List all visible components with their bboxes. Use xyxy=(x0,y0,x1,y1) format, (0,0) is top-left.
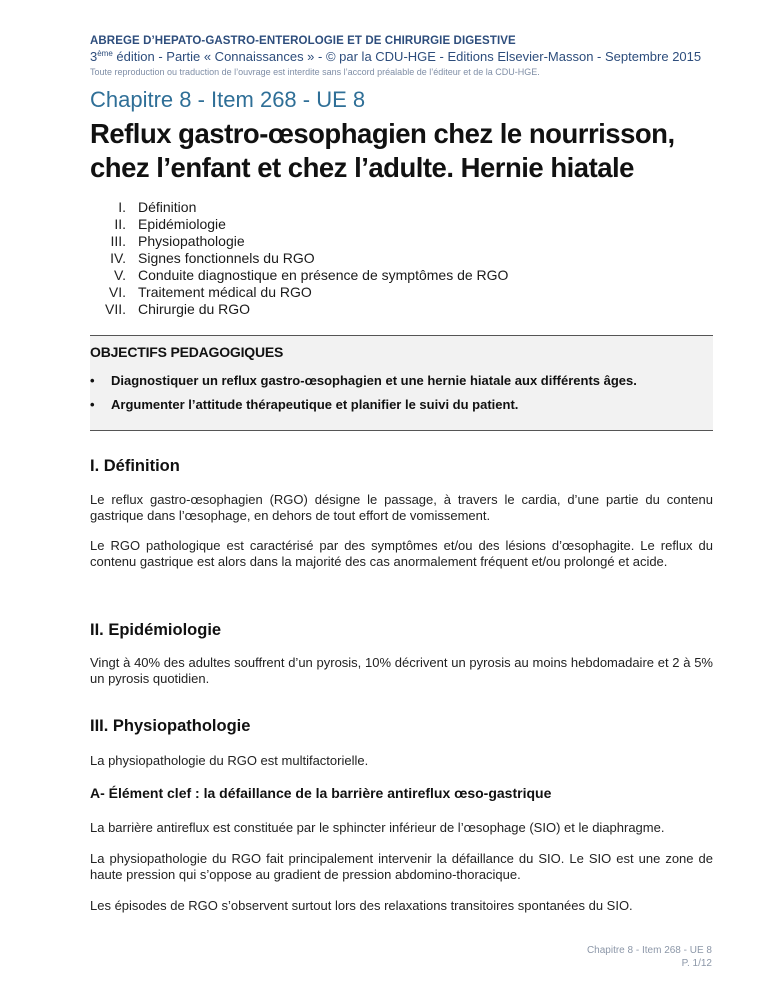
toc-number: IV. xyxy=(110,250,126,266)
toc-number: III. xyxy=(110,233,126,249)
chapter-heading: Chapitre 8 - Item 268 - UE 8 xyxy=(90,87,366,112)
toc-item xyxy=(90,199,508,216)
subsection-heading: A- Élément clef : la défaillance de la barrière antireflux œso-gastrique xyxy=(90,785,552,801)
toc-label: Epidémiologie xyxy=(138,216,226,232)
paragraph: Vingt à 40% des adultes souffrent d’un pyrosis, 10% décrivent un pyrosis au moins hebdomadaire et 2 à 5% un pyrosis quotidien. xyxy=(90,655,713,686)
objectives-box xyxy=(90,335,713,431)
toc-item xyxy=(90,301,508,318)
edition-superscript: ème xyxy=(97,49,113,58)
title-line-2: chez l’enfant et chez l’adulte. Hernie hiatale xyxy=(90,152,634,183)
toc-item xyxy=(90,250,508,267)
toc-item xyxy=(90,284,508,301)
copyright-notice: Toute reproduction ou traduction de l’ouvrage est interdite sans l’accord préalable de l’éditeur et de la CDU-HGE. xyxy=(90,67,540,77)
paragraph: Les épisodes de RGO s’observent surtout lors des relaxations transitoires spontanées du SIO. xyxy=(90,898,633,913)
toc-label: Signes fonctionnels du RGO xyxy=(138,250,315,266)
toc-item xyxy=(90,233,508,250)
section-heading-physiopathology: III. Physiopathologie xyxy=(90,717,251,735)
book-title-header: ABREGE D’HEPATO-GASTRO-ENTEROLOGIE ET DE CHIRURGIE DIGESTIVE xyxy=(90,35,516,47)
table-of-contents xyxy=(90,199,508,318)
toc-item xyxy=(90,267,508,284)
objectives-title: OBJECTIFS PEDAGOGIQUES xyxy=(90,344,284,360)
toc-label: Traitement médical du RGO xyxy=(138,284,312,300)
paragraph: La barrière antireflux est constituée par le sphincter inférieur de l’œsophage (SIO) et le diaphragme. xyxy=(90,820,665,835)
toc-label: Conduite diagnostique en présence de symptômes de RGO xyxy=(138,267,509,283)
toc-number: V. xyxy=(114,267,126,283)
objective-text: Argumenter l’attitude thérapeutique et planifier le suivi du patient. xyxy=(111,397,519,412)
page-number: P. 1/12 xyxy=(681,958,712,969)
paragraph: Le reflux gastro-œsophagien (RGO) désigne le passage, à travers le cardia, d’une partie du contenu gastrique dans l’œsophage, en dehors de tout effort de vomissement. xyxy=(90,492,713,523)
title-line-1: Reflux gastro-œsophagien chez le nourrisson, xyxy=(90,118,675,149)
section-heading-definition: I. Définition xyxy=(90,457,180,475)
bullet-icon: • xyxy=(90,397,95,412)
toc-number: I. xyxy=(118,199,126,215)
edition-number: 3 xyxy=(90,49,98,64)
section-heading-epidemiology: II. Epidémiologie xyxy=(90,621,222,639)
objective-text: Diagnostiquer un reflux gastro-œsophagien et une hernie hiatale aux différents âges. xyxy=(111,373,637,388)
objective-item xyxy=(90,397,637,421)
toc-label: Définition xyxy=(138,199,197,215)
bullet-icon: • xyxy=(90,373,95,388)
paragraph: Le RGO pathologique est caractérisé par des symptômes et/ou des lésions d’œsophagite. Le reflux du contenu gastrique est alors dans la majorité des cas anormalement fréquent et/ou prolongé et acide. xyxy=(90,538,713,569)
page-title xyxy=(90,117,710,185)
toc-number: VI. xyxy=(108,284,126,300)
toc-label: Physiopathologie xyxy=(138,233,245,249)
edition-details: édition - Partie « Connaissances » - © par la CDU-HGE - Editions Elsevier-Masson - Septembre 2015 xyxy=(112,49,702,64)
toc-number: II. xyxy=(114,216,126,232)
paragraph: La physiopathologie du RGO est multifactorielle. xyxy=(90,753,369,768)
toc-item xyxy=(90,216,508,233)
toc-label: Chirurgie du RGO xyxy=(138,301,251,317)
toc-number: VII. xyxy=(104,301,126,317)
paragraph: La physiopathologie du RGO fait principalement intervenir la défaillance du SIO. Le SIO est une zone de haute pression qui s’oppose au gradient de pression abdomino-thoracique. xyxy=(90,851,713,882)
footer-chapter: Chapitre 8 - Item 268 - UE 8 xyxy=(586,945,712,956)
objective-item xyxy=(90,373,637,397)
objectives-list xyxy=(90,373,637,421)
edition-line xyxy=(90,49,701,64)
